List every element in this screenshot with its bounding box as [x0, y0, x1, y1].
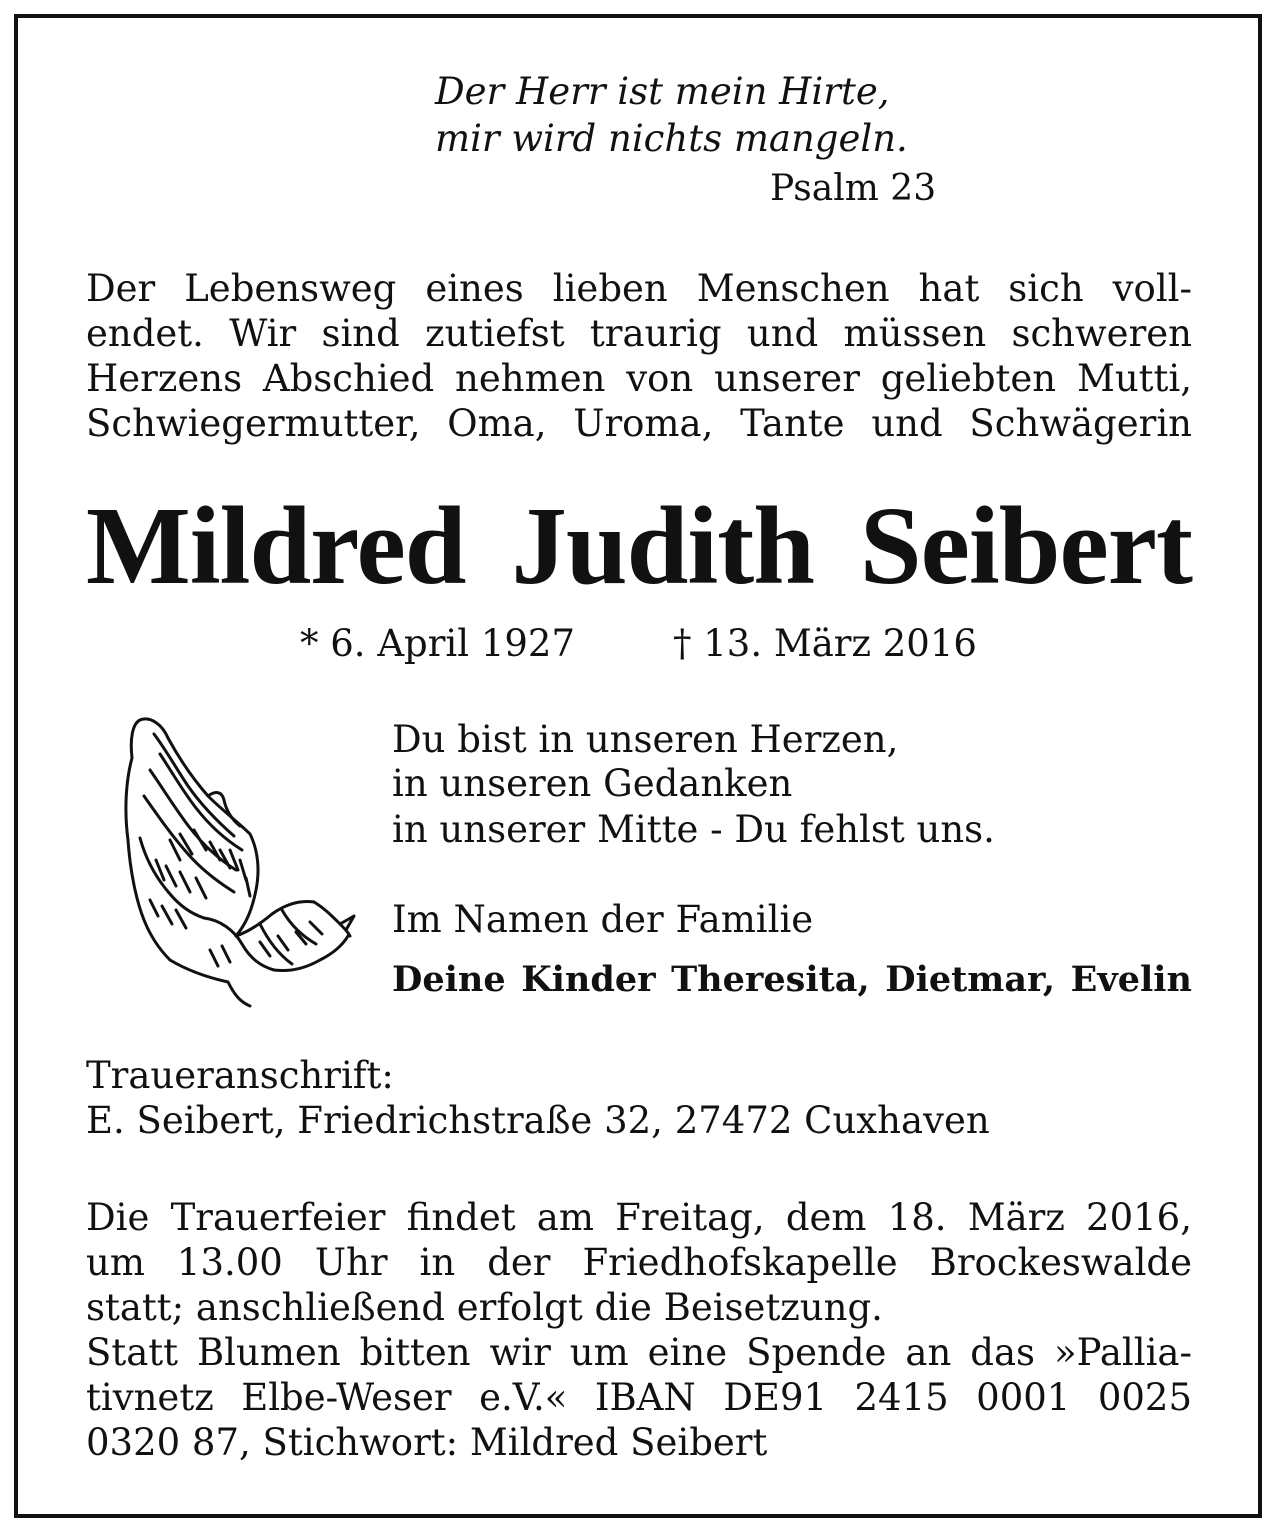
service-line: um 13.00 Uhr in der Friedhofskapelle Brockeswalde — [86, 1241, 1192, 1284]
donation-line: 0320 87, Stichwort: Mildred Seibert — [86, 1421, 768, 1464]
intro-paragraph — [86, 266, 1192, 446]
verse-line: in unseren Gedanken — [392, 762, 793, 805]
family-signature: Deine Kinder Theresita, Dietmar, Evelin — [392, 959, 1192, 1000]
service-paragraph — [86, 1195, 1192, 1465]
deceased-name: Mildred Judith Seibert — [86, 485, 1192, 608]
intro-line: endet. Wir sind zutiefst traurig und müssen schweren — [86, 312, 1192, 355]
praying-hands-icon — [110, 710, 360, 1010]
service-line: Die Trauerfeier findet am Freitag, dem 18. März 2016, — [86, 1196, 1192, 1239]
psalm-line-1: Der Herr ist mein Hirte, — [435, 70, 890, 113]
family-intro: Im Namen der Familie — [392, 898, 814, 941]
donation-line: Statt Blumen bitten wir um eine Spende an das »Pallia- — [86, 1331, 1192, 1374]
psalm-line-2: mir wird nichts mangeln. — [435, 117, 908, 160]
service-line: statt; anschließend erfolgt die Beisetzung. — [86, 1286, 883, 1329]
death-date: † 13. März 2016 — [673, 622, 977, 665]
intro-line: Herzens Abschied nehmen von unserer geliebten Mutti, — [86, 357, 1192, 400]
birth-date: * 6. April 1927 — [300, 622, 576, 665]
mourning-address — [86, 1053, 1192, 1143]
intro-line: Schwiegermutter, Oma, Uroma, Tante und Schwägerin — [86, 402, 1192, 445]
address-label: Traueranschrift: — [86, 1054, 394, 1097]
address-value: E. Seibert, Friedrichstraße 32, 27472 Cuxhaven — [86, 1099, 990, 1142]
verse-line: in unserer Mitte - Du fehlst uns. — [392, 808, 995, 851]
psalm-reference: Psalm 23 — [770, 168, 937, 209]
donation-line: tivnetz Elbe-Weser e.V.« IBAN DE91 2415 0001 0025 — [86, 1376, 1192, 1419]
verse-line: Du bist in unseren Herzen, — [392, 718, 899, 761]
intro-line: Der Lebensweg eines lieben Menschen hat sich voll- — [86, 267, 1192, 310]
